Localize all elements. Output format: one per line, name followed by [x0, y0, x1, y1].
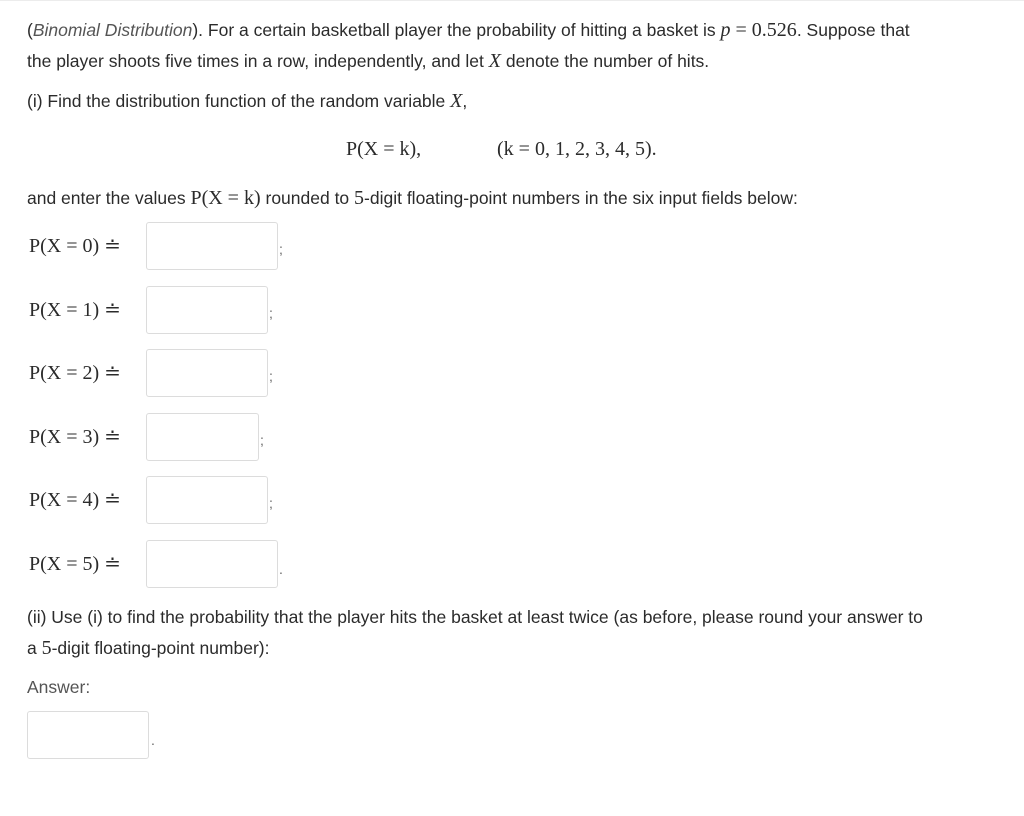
- prob-separator-5: .: [279, 561, 283, 577]
- part2-prompt-line-1: (ii) Use (i) to find the probability that the player hits the basket at least twice (as before, please round your answer to: [27, 607, 923, 627]
- display-formula-left: P(X = k),: [346, 138, 422, 160]
- prob-separator-2: ;: [269, 368, 273, 384]
- prob-input-4[interactable]: [146, 476, 268, 524]
- prob-input-1[interactable]: [146, 286, 268, 334]
- answer-separator: .: [151, 732, 155, 748]
- prob-label-1: P(X = 1) ≐: [29, 299, 121, 321]
- prob-input-2[interactable]: [146, 349, 268, 397]
- prob-label-4: P(X = 4) ≐: [29, 489, 121, 511]
- prob-label-5: P(X = 5) ≐: [29, 553, 121, 575]
- prob-input-0[interactable]: [146, 222, 278, 270]
- problem-intro-line-1: (Binomial Distribution). For a certain basketball player the probability of hitting a basket is p = 0.526. Suppose that: [27, 19, 910, 41]
- prob-label-2: P(X = 2) ≐: [29, 362, 121, 384]
- top-divider: [0, 0, 1024, 1]
- part2-prompt-line-2: a 5-digit floating-point number):: [27, 637, 270, 659]
- prob-separator-1: ;: [269, 305, 273, 321]
- problem-intro-line-2: the player shoots five times in a row, independently, and let X denote the number of hits.: [27, 50, 710, 72]
- part1-instruction: and enter the values P(X = k) rounded to 5-digit floating-point numbers in the six input fields below:: [27, 187, 798, 209]
- prob-input-3[interactable]: [146, 413, 259, 461]
- answer-label: Answer:: [27, 677, 91, 697]
- prob-separator-0: ;: [279, 241, 283, 257]
- prob-separator-4: ;: [269, 495, 273, 511]
- part1-prompt: (i) Find the distribution function of the random variable X,: [27, 90, 468, 112]
- display-formula-right: (k = 0, 1, 2, 3, 4, 5).: [497, 138, 657, 160]
- problem-title: Binomial Distribution: [32, 20, 193, 40]
- answer-input[interactable]: [27, 711, 149, 759]
- prob-label-0: P(X = 0) ≐: [29, 235, 121, 257]
- prob-separator-3: ;: [260, 432, 264, 448]
- prob-label-3: P(X = 3) ≐: [29, 426, 121, 448]
- prob-input-5[interactable]: [146, 540, 278, 588]
